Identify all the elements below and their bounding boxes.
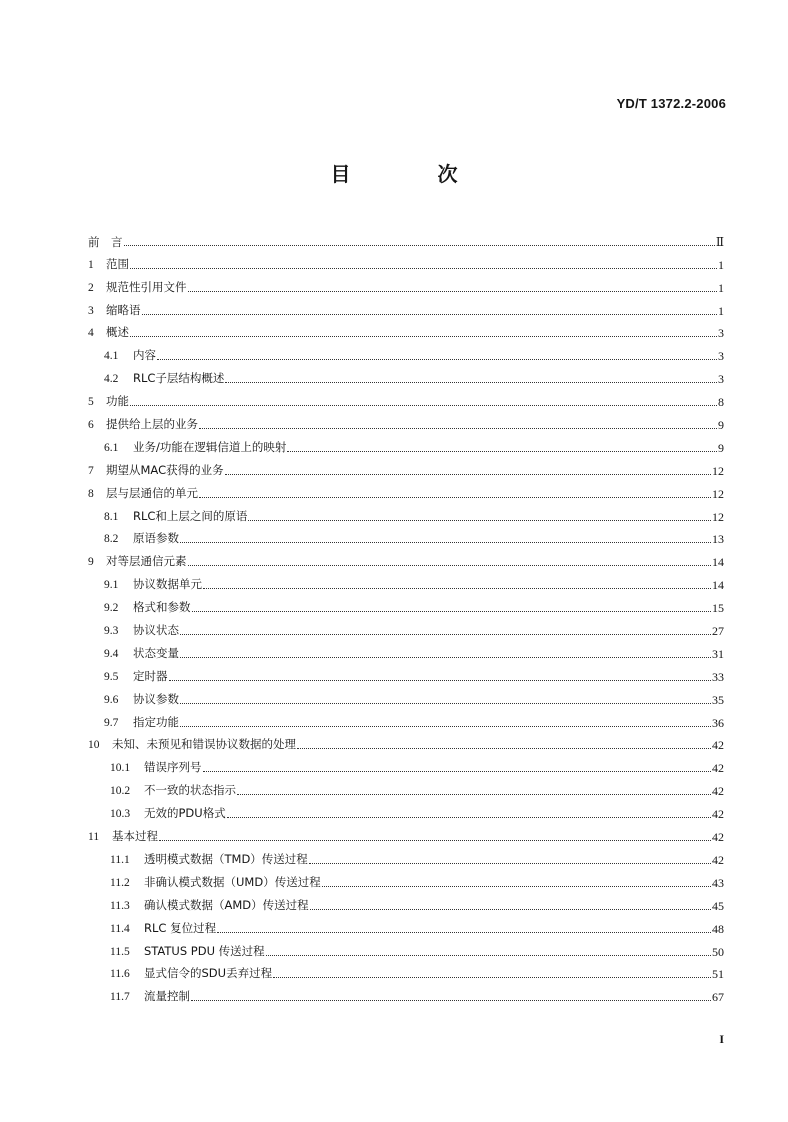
toc-entry-page: 27 [712,624,724,639]
toc-dot-leader [169,679,712,681]
toc-entry-page: 1 [718,280,724,295]
toc-entry-text: 内容 [133,348,156,363]
toc-entry-text: RLC 复位过程 [144,920,217,935]
toc-dot-leader [180,702,711,704]
toc-entry-number: 9.2 [104,602,119,615]
toc-entry[interactable] [88,913,724,936]
toc-entry-number: 11.3 [110,899,130,912]
page-number: I [719,1032,724,1046]
toc-dot-leader [124,244,715,246]
toc-entry-label [88,235,123,249]
toc-entry[interactable] [88,798,724,821]
toc-entry-text: 前 言 [88,234,123,249]
toc-dot-leader [203,770,712,772]
toc-entry-text: 基本过程 [112,829,158,844]
toc-dot-leader [199,427,717,429]
toc-entry-text: 原语参数 [133,531,179,546]
toc-entry-label [88,829,158,844]
toc-entry-label [88,371,224,386]
toc-entry[interactable] [88,432,724,455]
toc-entry-label [88,669,168,684]
toc-entry[interactable] [88,249,724,272]
toc-entry-number: 4 [88,327,94,340]
toc-entry-page: 1 [718,303,724,318]
toc-entry-number: 8 [88,487,94,500]
toc-entry-label [88,646,179,661]
toc-dot-leader [180,541,711,543]
toc-entry-number: 9.1 [104,579,119,592]
toc-dot-leader [322,885,711,887]
toc-entry-label [88,921,216,936]
document-code: YD/T 1372.2-2006 [616,96,726,111]
toc-entry-label [88,463,224,478]
toc-entry[interactable] [88,752,724,775]
toc-entry-page: 42 [712,738,724,753]
toc-dot-leader [266,954,711,956]
toc-entry-label [88,348,156,363]
toc-dot-leader [287,450,717,452]
toc-entry-text: 层与层通信的单元 [106,485,198,500]
toc-entry-number: 9.3 [104,625,119,638]
toc-entry-number: 2 [88,281,94,294]
toc-dot-leader [157,358,717,360]
toc-entry-page: 3 [718,349,724,364]
toc-entry-page: 13 [712,532,724,547]
toc-entry-page: 42 [712,761,724,776]
toc-entry-label [88,600,191,615]
toc-entry[interactable] [88,524,724,547]
toc-entry[interactable] [88,981,724,1004]
toc-entry-text: 范围 [106,256,129,271]
toc-entry-label [88,852,308,867]
toc-entry-text: 无效的PDU格式 [144,806,226,821]
toc-entry-page: 31 [712,646,724,661]
toc-entry-number: 9.5 [104,670,119,683]
toc-entry-text: 业务/功能在逻辑信道上的映射 [133,439,287,454]
toc-entry-page: 35 [712,692,724,707]
toc-entry-page: 42 [712,830,724,845]
toc-entry-label [88,325,129,340]
toc-entry-label [88,692,179,707]
toc-entry-number: 4.1 [104,350,119,363]
toc-entry[interactable] [88,821,724,844]
toc-entry-page: 45 [712,898,724,913]
toc-entry[interactable] [88,684,724,707]
toc-dot-leader [217,931,711,933]
toc-entry[interactable] [88,386,724,409]
toc-entry-text: RLC和上层之间的原语 [133,508,248,523]
toc-entry-number: 11.4 [110,922,130,935]
toc-entry-text: 协议数据单元 [133,577,202,592]
toc-entry[interactable] [88,272,724,295]
toc-dot-leader [159,839,711,841]
toc-entry-label [88,417,198,432]
toc-entry-text: 期望从MAC获得的业务 [106,462,224,477]
toc-entry-label [88,486,198,501]
toc-entry[interactable] [88,890,724,913]
toc-entry-page: 12 [712,486,724,501]
toc-entry-label [88,875,321,890]
toc-entry-page: 9 [718,418,724,433]
toc-entry-number: 10.2 [110,785,131,798]
toc-entry-page: 43 [712,875,724,890]
toc-entry-number: 9.7 [104,716,119,729]
toc-entry-text: 对等层通信元素 [106,554,187,569]
toc-entry-number: 8.1 [104,510,119,523]
toc-entry-page: 48 [712,921,724,936]
toc-entry[interactable] [88,959,724,982]
toc-entry-page: 42 [712,807,724,822]
toc-entry-label [88,531,179,546]
toc-entry-number: 9 [88,556,94,569]
toc-entry-text: 非确认模式数据（UMD）传送过程 [144,874,321,889]
toc-entry[interactable] [88,455,724,478]
toc-entry-number: 10.1 [110,762,131,775]
toc-entry[interactable] [88,226,724,249]
toc-entry-text: 状态变量 [133,645,179,660]
toc-entry-number: 11.7 [110,991,130,1004]
toc-entry[interactable] [88,707,724,730]
toc-entry-text: RLC子层结构概述 [133,371,225,386]
toc-entry-label [88,554,187,569]
toc-entry-page: 1 [718,257,724,272]
toc-entry[interactable] [88,363,724,386]
toc-entry-page: 12 [712,463,724,478]
toc-entry[interactable] [88,318,724,341]
toc-entry-page: 9 [718,440,724,455]
toc-entry[interactable] [88,844,724,867]
toc-entry[interactable] [88,478,724,501]
toc-entry-number: 9.6 [104,693,119,706]
toc-dot-leader [130,404,717,406]
toc-entry-label [88,783,236,798]
toc-entry-text: 未知、未预见和错误协议数据的处理 [112,737,296,752]
toc-entry-text: 协议参数 [133,691,179,706]
toc-entry-text: STATUS PDU 传送过程 [144,943,265,958]
toc-entry-label [88,989,190,1004]
toc-dot-leader [199,496,711,498]
toc-entry-page: Ⅱ [715,234,724,249]
toc-dot-leader [188,290,718,292]
toc-entry-page: 15 [712,601,724,616]
toc-entry-page: 42 [712,852,724,867]
toc-dot-leader [248,519,711,521]
toc-dot-leader [297,747,711,749]
toc-entry-number: 3 [88,304,94,317]
toc-entry-number: 11.6 [110,968,130,981]
toc-entry[interactable] [88,730,724,753]
toc-entry-label [88,440,286,455]
toc-entry[interactable] [88,936,724,959]
toc-entry[interactable] [88,661,724,684]
toc-entry-text: 定时器 [133,668,168,683]
toc-entry-text: 不一致的状态指示 [144,783,236,798]
toc-entry-label [88,715,179,730]
toc-entry-page: 3 [718,372,724,387]
toc-entry-number: 5 [88,396,94,409]
toc-entry-number: 7 [88,464,94,477]
toc-entry-label [88,944,265,959]
toc-entry[interactable] [88,775,724,798]
toc-entry-page: 14 [712,555,724,570]
toc-entry[interactable] [88,615,724,638]
toc-entry-number: 11 [88,831,100,844]
toc-entry[interactable] [88,546,724,569]
toc-entry[interactable] [88,295,724,318]
toc-entry-text: 透明模式数据（TMD）传送过程 [144,851,308,866]
toc-dot-leader [130,335,717,337]
toc-entry-number: 9.4 [104,647,119,660]
toc-entry-number: 6 [88,419,94,432]
toc-entry[interactable] [88,409,724,432]
toc-entry-text: 指定功能 [133,714,179,729]
toc-entry-number: 10.3 [110,808,131,821]
toc-entry-text: 提供给上层的业务 [106,417,198,432]
toc-entry-text: 确认模式数据（AMD）传送过程 [144,897,309,912]
toc-entry-label [88,966,272,981]
toc-entry-page: 33 [712,669,724,684]
toc-entry-label [88,806,226,821]
toc-entry-label [88,394,129,409]
toc-dot-leader [180,725,711,727]
toc-dot-leader [130,267,717,269]
toc-entry-text: 规范性引用文件 [106,279,187,294]
toc-dot-leader [273,976,711,978]
toc-dot-leader [225,381,717,383]
toc-dot-leader [310,908,711,910]
toc-entry-page: 3 [718,326,724,341]
toc-entry[interactable] [88,340,724,363]
toc-entry-number: 4.2 [104,373,119,386]
toc-entry[interactable] [88,569,724,592]
toc-entry-label [88,257,129,272]
toc-entry-text: 功能 [106,394,129,409]
toc-entry-label [88,280,187,295]
toc-dot-leader [203,587,711,589]
toc-entry[interactable] [88,867,724,890]
toc-entry-page: 42 [712,784,724,799]
toc-dot-leader [225,473,711,475]
toc-entry[interactable] [88,501,724,524]
toc-entry-page: 12 [712,509,724,524]
toc-entry-text: 显式信令的SDU丢弃过程 [144,966,273,981]
toc-dot-leader [192,610,712,612]
toc-entry-number: 10 [88,739,100,752]
toc-dot-leader [180,633,711,635]
toc-entry-page: 8 [718,395,724,410]
toc-entry-text: 缩略语 [106,302,141,317]
toc-entry-number: 6.1 [104,441,119,454]
toc-entry-text: 格式和参数 [133,600,191,615]
toc-title: 目 次 [330,162,498,186]
toc-entry-label [88,898,309,913]
toc-entry-page: 50 [712,944,724,959]
toc-entry-number: 11.1 [110,853,130,866]
toc-dot-leader [191,999,711,1001]
toc-entry-text: 错误序列号 [144,760,202,775]
toc-entry-page: 36 [712,715,724,730]
toc-entry-text: 概述 [106,325,129,340]
toc-entry-label [88,509,247,524]
toc-dot-leader [180,656,711,658]
toc-entry-label [88,623,179,638]
toc-entry-label [88,577,202,592]
toc-entry-page: 51 [712,967,724,982]
toc-dot-leader [142,313,718,315]
toc-entry-number: 11.2 [110,876,130,889]
toc-entry-label [88,303,141,318]
toc-entry-page: 67 [712,990,724,1005]
toc-entry-number: 1 [88,258,94,271]
toc-entry[interactable] [88,592,724,615]
toc-entry-label [88,737,296,752]
toc-dot-leader [227,816,711,818]
toc-entry-label [88,760,202,775]
toc-entry-number: 11.5 [110,945,130,958]
toc-entry[interactable] [88,638,724,661]
table-of-contents [88,226,724,1004]
toc-dot-leader [309,862,711,864]
toc-entry-page: 14 [712,578,724,593]
toc-dot-leader [188,564,712,566]
toc-entry-text: 流量控制 [144,989,190,1004]
toc-dot-leader [237,793,711,795]
toc-entry-number: 8.2 [104,533,119,546]
toc-entry-text: 协议状态 [133,623,179,638]
